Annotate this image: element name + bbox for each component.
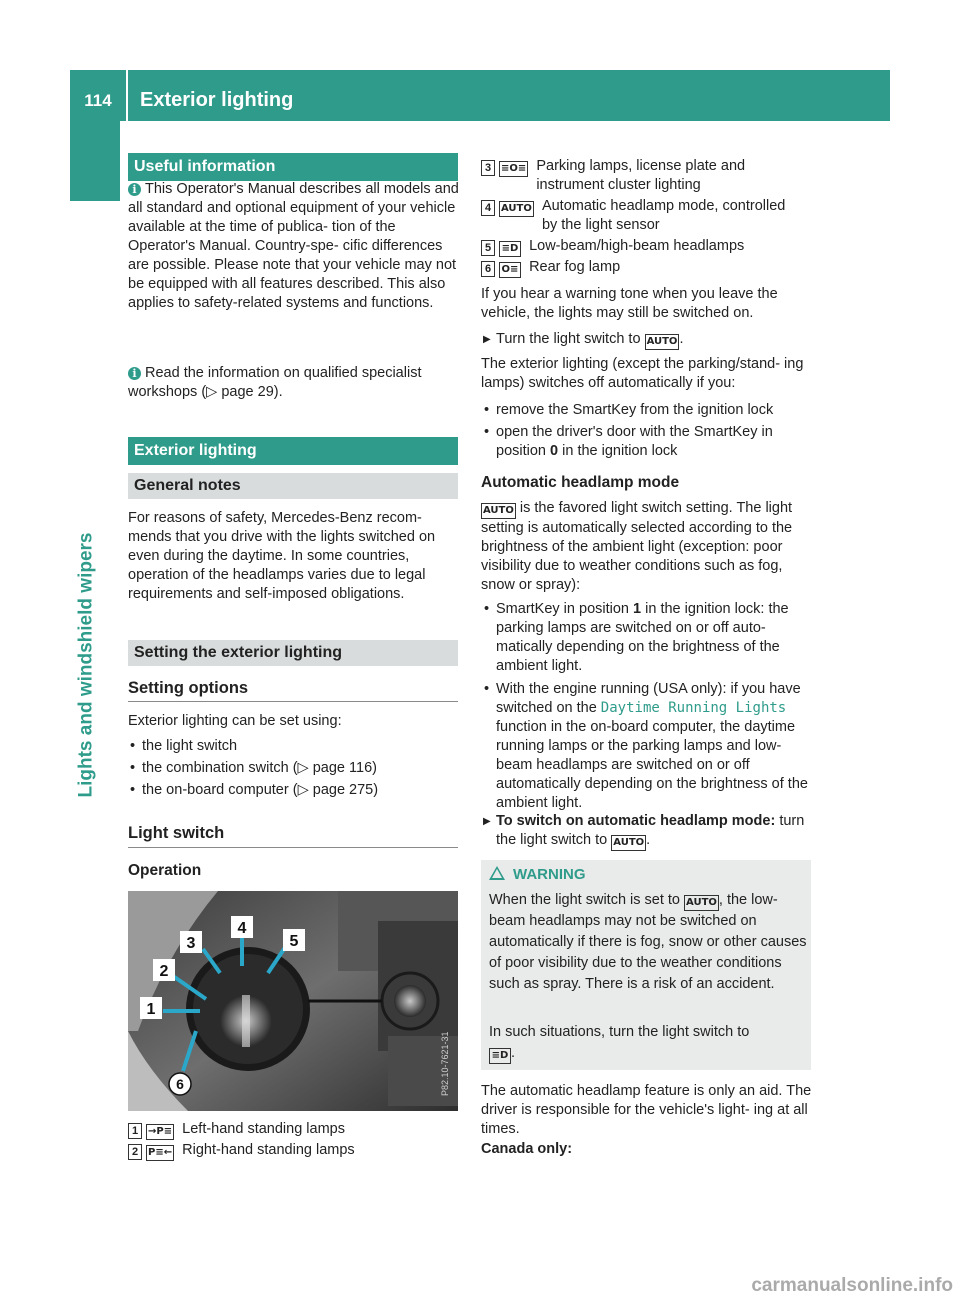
legend-item-6: 6 O≡ Rear fog lamp [481, 258, 813, 278]
callout-4 [231, 916, 253, 938]
auto-mode-heading: Automatic headlamp mode [481, 474, 680, 491]
auto-icon: AUTO [645, 334, 680, 350]
right-standing-lamps-icon: P≡← [146, 1145, 174, 1161]
legend-item-5: 5 ≡D Low-beam/high-beam headlamps [481, 237, 813, 257]
low-beam-icon: ≡D [489, 1048, 511, 1064]
header-divider [126, 70, 128, 121]
list-item: • With the engine running (USA only): if you have switched on the Daytime Running Lights function in the on-board computer, the daytime running lamps or the parking lamps and low-beam headlamps are switched on or off automatically depending on the brightness of the ambient light. [496, 680, 814, 813]
useful-info-heading: Useful information [128, 153, 458, 181]
parking-lamps-icon: ≡O≡ [499, 161, 528, 177]
auto-icon: AUTO [684, 895, 719, 911]
list-item: • remove the SmartKey from the ignition lock [496, 401, 814, 420]
warning-tone-text: If you hear a warning tone when you leave the vehicle, the lights may still be switched on. [481, 286, 778, 321]
callout-6 [169, 1073, 191, 1095]
info-icon: i [128, 183, 141, 196]
sidebar-tab [70, 121, 120, 201]
general-notes-heading: General notes [128, 473, 458, 499]
legend-item-1: 1 →P≡ Left-hand standing lamps [128, 1120, 458, 1140]
page-ref-arrow-icon: ▷ [297, 760, 309, 776]
svg-text:1: 1 [146, 1001, 156, 1018]
section-rule [128, 701, 458, 702]
list-item: • SmartKey in position 1 in the ignition lock: the parking lamps are switched on or off auto- matically depending on the brightness of the ambient light. [496, 600, 814, 676]
warning-box [481, 860, 811, 1070]
page-title: Exterior lighting [140, 89, 294, 111]
auto-icon: AUTO [481, 503, 516, 519]
menu-item-reference: Daytime Running Lights [600, 700, 787, 716]
sidebar-section [75, 532, 110, 798]
instruction-step: ▶ Turn the light switch to AUTO . [496, 330, 814, 350]
list-item: • the on-board computer (▷ page 275) [142, 781, 378, 800]
useful-info-para2: i Read the information on qualified specialist workshops (▷ page 29). [128, 365, 422, 400]
svg-text:5: 5 [289, 933, 299, 950]
svg-text:4: 4 [237, 920, 247, 937]
svg-text:2: 2 [159, 963, 169, 980]
setting-intro: Exterior lighting can be set using: [128, 713, 342, 729]
page-ref-link[interactable]: page 116 [312, 760, 373, 776]
list-item: • open the driver's door with the SmartKey in position 0 in the ignition lock [496, 423, 814, 461]
left-standing-lamps-icon: →P≡ [146, 1124, 174, 1140]
setting-options-heading: Setting options [128, 679, 249, 697]
callout-2 [153, 959, 175, 981]
callout-3 [180, 931, 202, 953]
aid-text: The automatic headlamp feature is only an aid. The driver is responsible for the vehicle's light- ing at all times. [481, 1083, 812, 1137]
warning-advice: In such situations, turn the light switch to ≡D . [489, 1022, 807, 1064]
info-icon: i [128, 367, 141, 380]
auto-icon: AUTO [611, 835, 646, 851]
page-header [70, 70, 890, 121]
rear-fog-lamp-icon: O≡ [499, 262, 521, 278]
auto-mode-text: AUTO is the favored light switch setting. The light setting is automatically selected according to the brightness of the ambient light (exception: poor visibility due to weather conditions such as fog, snow or spray): [481, 500, 793, 593]
callout-5 [283, 929, 305, 951]
page-ref-arrow-icon: ▷ [297, 782, 309, 798]
legend-item-3: 3 ≡O≡ Parking lamps, license plate and instrument cluster lighting [481, 157, 813, 195]
exterior-lighting-heading: Exterior lighting [128, 437, 458, 465]
low-beam-icon: ≡D [499, 241, 521, 257]
page-number: 114 [84, 91, 112, 110]
canada-heading: Canada only: [481, 1141, 573, 1157]
setting-exterior-heading: Setting the exterior lighting [128, 640, 458, 666]
callout-1 [140, 997, 162, 1019]
legend-item-4: 4 AUTO Automatic headlamp mode, controlled by the light sensor [481, 197, 813, 235]
svg-text:6: 6 [176, 1076, 184, 1092]
auto-icon: AUTO [499, 201, 534, 217]
exterior-off-text: The exterior lighting (except the parking/stand- ing lamps) switches off automatically if you: [481, 356, 804, 391]
list-item: • the light switch [142, 737, 237, 756]
instruction-step: ▶ To switch on automatic headlamp mode: turn the light switch to AUTO . [496, 812, 814, 851]
operation-heading: Operation [128, 862, 202, 879]
general-notes-text: For reasons of safety, Mercedes-Benz recom- mends that you drive with the lights switched on even during the daytime. In some countries, operation of the headlamps varies due to legal requirements and self-imposed obligations. [128, 510, 436, 602]
warning-text: When the light switch is set to AUTO , the low- beam headlamps may not be switched on automatically if there is fog, snow or other causes of poor visibility due to the weather conditions such as spray. There is a risk of an accident. [489, 892, 807, 992]
light-switch-heading: Light switch [128, 824, 225, 842]
section-rule [128, 847, 458, 848]
light-switch-photo [128, 891, 458, 1111]
page-ref-link[interactable]: page 29 [221, 384, 274, 400]
photo-code: P82.10-7621-31 [440, 1031, 450, 1096]
useful-info-para1: i This Operator's Manual describes all models and all standard and optional equipment of your vehicle available at the time of publica- tion of the Operator's Manual. Country-spe- cific differences are possible. Please note that your vehicle may not be equipped with all features described. This also applies to safety-related systems and functions. [128, 181, 459, 311]
list-item: • the combination switch (▷ page 116) [142, 759, 377, 778]
page-ref-arrow-icon: ▷ [206, 384, 218, 400]
watermark: carmanualsonline.info [751, 1275, 953, 1296]
warning-icon [489, 866, 505, 880]
page-ref-link[interactable]: page 275 [312, 782, 374, 798]
legend-item-2: 2 P≡← Right-hand standing lamps [128, 1141, 458, 1161]
warning-title: WARNING [489, 864, 586, 886]
sidebar-section-label: Lights and windshield wipers [75, 532, 97, 798]
svg-text:3: 3 [186, 935, 196, 952]
